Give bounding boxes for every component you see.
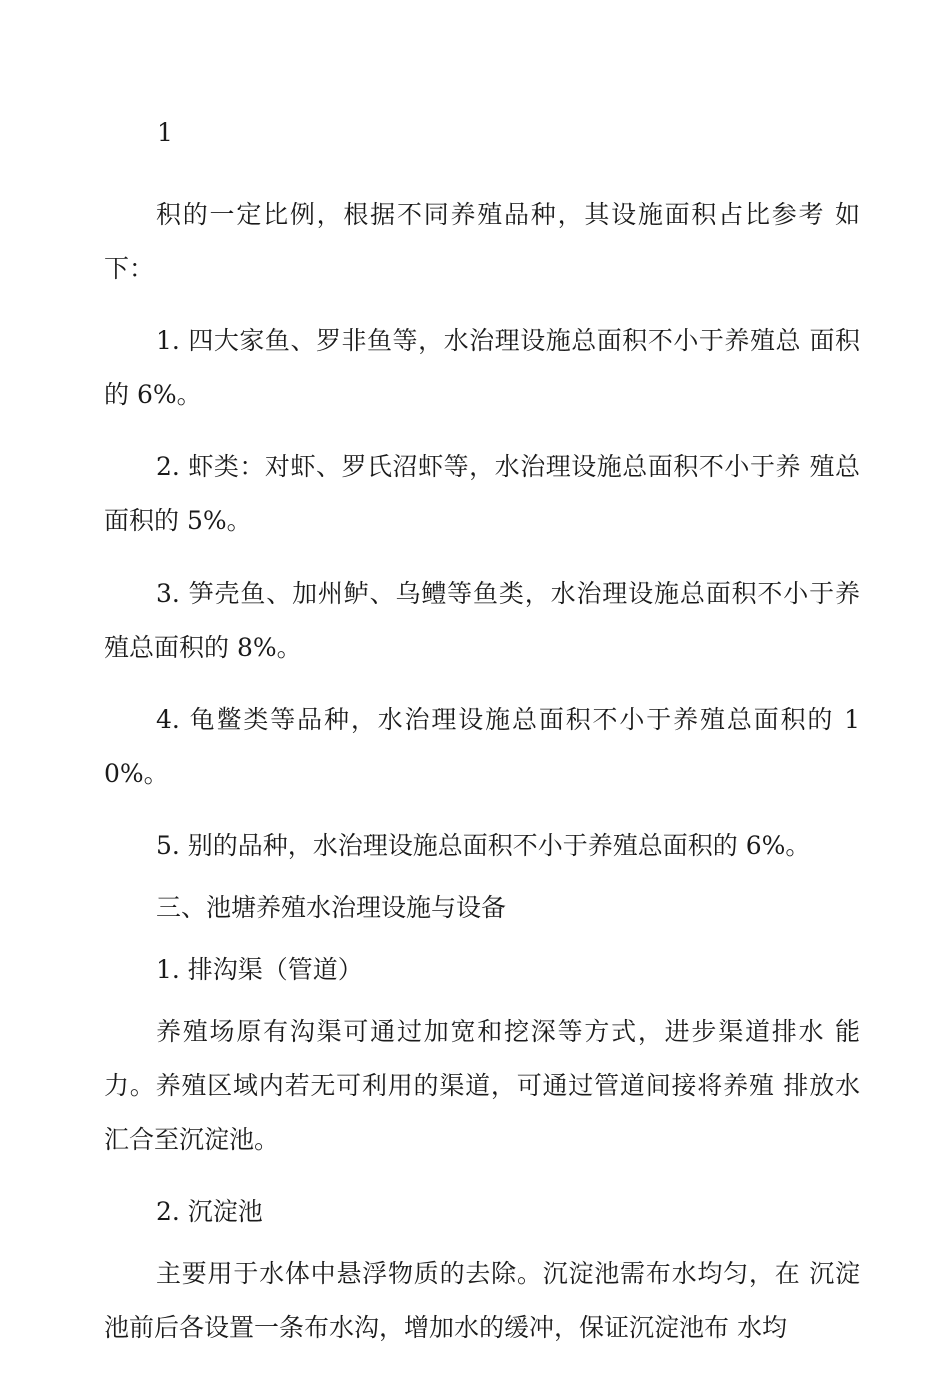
document-body [104, 188, 860, 1373]
paragraph-area-ratio-intro: 积的一定比例，根据不同养殖品种，其设施面积占比参考 如下： [104, 200, 860, 283]
paragraph-drainage-channel: 养殖场原有沟渠可通过加宽和挖深等方式，进步渠道排水 能力。养殖区域内若无可利用的渠道，可通过管道间接将养殖 排放水汇合至沉淀池。 [104, 1016, 860, 1154]
list-item-turtle: 4. 龟鳖类等品种，水治理设施总面积不小于养殖总面积的 10%。 [104, 704, 860, 788]
paragraph-sedimentation-tank: 主要用于水体中悬浮物质的去除。沉淀池需布水均匀，在 沉淀池前后各设置一条布水沟，增加水的缓冲，保证沉淀池布 水均 [104, 1259, 860, 1343]
list-item-other-species: 5. 别的品种，水治理设施总面积不小于养殖总面积的 6%。 [156, 830, 811, 860]
list-item-shrimp: 2. 虾类：对虾、罗氏沼虾等，水治理设施总面积不小于养 殖总面积的 5%。 [104, 452, 860, 536]
list-item-four-major-fish: 1. 四大家鱼、罗非鱼等，水治理设施总面积不小于养殖总 面积的 6%。 [104, 326, 860, 410]
list-item-marble-goby-bass: 3. 笋壳鱼、加州鲈、乌鳢等鱼类，水治理设施总面积不小于养殖总面积的 8%。 [104, 578, 860, 662]
page-number: 1 [157, 118, 173, 147]
section-heading-facilities: 三、池塘养殖水治理设施与设备 [156, 892, 507, 922]
subheading-drainage-channel: 1. 排沟渠（管道） [156, 954, 363, 984]
subheading-sedimentation-tank: 2. 沉淀池 [156, 1197, 263, 1227]
